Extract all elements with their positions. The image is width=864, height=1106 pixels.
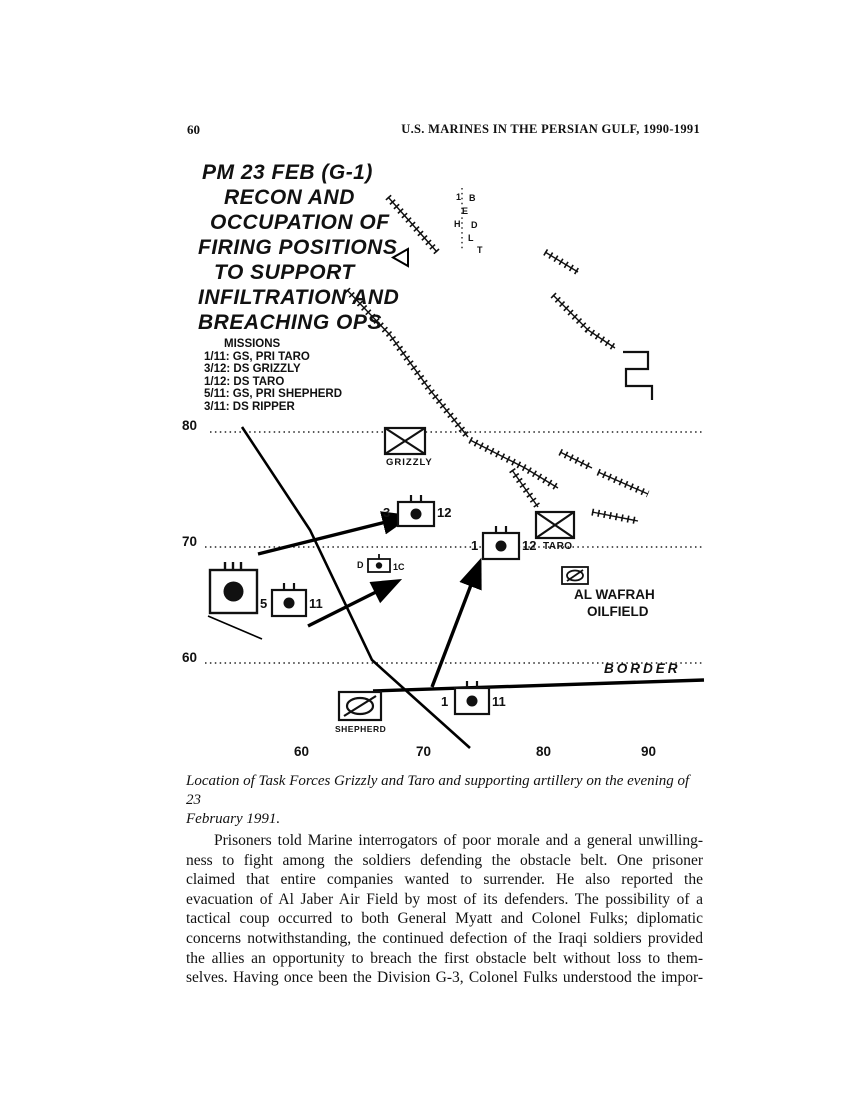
- body-line: concerns notwithstanding, the continued defection of the Iraqi soldiers provided: [186, 929, 703, 947]
- oilfield-label-line2: OILFIELD: [587, 604, 649, 619]
- unit-symbol-shepherd: [339, 692, 381, 720]
- caption-line: February 1991.: [186, 811, 281, 827]
- oilfield-symbol: [562, 567, 588, 584]
- y-axis-label-60: 60: [182, 650, 198, 665]
- mission-item: 5/11: GS, PRI SHEPHERD: [204, 388, 343, 401]
- x-axis-label-80: 80: [536, 744, 552, 759]
- unit-symbol-grizzly: [385, 428, 425, 454]
- body-line: ness to fight among the soldiers defending the obstacle belt. One prisoner: [186, 851, 703, 869]
- border-line: [373, 680, 704, 691]
- arty-5-11-right: 11: [309, 596, 323, 611]
- map-title-line: FIRING POSITIONS: [198, 236, 398, 259]
- missions-heading: MISSIONS: [224, 338, 281, 350]
- x-axis-label-70: 70: [416, 744, 432, 759]
- y-axis-label-70: 70: [182, 534, 198, 549]
- unit-symbol-battery: [368, 554, 390, 572]
- map-title-line: OCCUPATION OF: [210, 211, 390, 234]
- unit-symbol-artillery-hq: [210, 562, 257, 613]
- mission-item: 3/11: DS RIPPER: [204, 400, 295, 413]
- map-figure: [180, 150, 710, 770]
- unit-symbol-taro: [536, 512, 574, 538]
- belt-letter: E: [462, 206, 469, 216]
- body-line: claimed that entire companies wanted to surrender. He also reported the: [186, 871, 703, 889]
- missions-list: [204, 338, 342, 414]
- belt-letter: 1: [456, 192, 462, 202]
- mission-item: 1/11: GS, PRI TARO: [204, 350, 310, 363]
- arty-1-12-left: 1: [471, 538, 479, 553]
- map-title-line: INFILTRATION AND: [198, 286, 400, 309]
- unit-symbol-artillery-3-12: [398, 495, 434, 526]
- belt-letter: L: [468, 233, 474, 243]
- taro-label: TARO: [543, 541, 573, 552]
- oilfield-label-line1: AL WAFRAH: [574, 587, 655, 602]
- mission-item: 3/12: DS GRIZZLY: [204, 363, 301, 376]
- belt-zigzag: [623, 352, 652, 400]
- map-title: [198, 160, 399, 335]
- battery-left: D: [357, 560, 364, 570]
- unit-symbol-artillery-5-11: [272, 583, 306, 616]
- caption-line: Location of Task Forces Grizzly and Taro and supporting artillery on the evening of 23: [186, 773, 690, 808]
- body-line: Prisoners told Marine interrogators of poor morale and a general unwilling-: [214, 832, 703, 849]
- battery-right: 1C: [393, 562, 405, 572]
- arty-3-12-right: 12: [437, 505, 452, 520]
- body-line: the allies an opportunity to breach the first obstacle belt without loss to them-: [186, 949, 703, 967]
- running-header: U.S. MARINES IN THE PERSIAN GULF, 1990-1991: [401, 122, 700, 136]
- border-label: BORDER: [604, 661, 681, 676]
- belt-letter: D: [471, 220, 478, 230]
- body-line: selves. Having once been the Division G-3, Colonel Fulks understood the impor-: [186, 969, 703, 987]
- unit-symbol-artillery-1-12: [483, 526, 519, 559]
- map-title-line: BREACHING OPS: [198, 311, 382, 334]
- figure-caption: [186, 772, 706, 829]
- arty-5-11-left: 5: [260, 596, 268, 611]
- belt-letter: T: [477, 245, 483, 255]
- arty-1-12-right: 12: [522, 538, 537, 553]
- arty-1-11-left: 1: [441, 694, 449, 709]
- belt-letter: H: [454, 219, 461, 229]
- y-axis-label-80: 80: [182, 418, 198, 433]
- arty-1-11-right: 11: [492, 694, 506, 709]
- x-axis-label-90: 90: [641, 744, 657, 759]
- belt-letter: B: [469, 193, 476, 203]
- map-title-line: RECON AND: [224, 186, 355, 209]
- mission-item: 1/12: DS TARO: [204, 375, 285, 388]
- grizzly-label: GRIZZLY: [386, 457, 433, 468]
- body-line: evacuation of Al Jaber Air Field by most of its defenders. The possibility of a: [186, 890, 703, 908]
- shepherd-label: SHEPHERD: [335, 724, 387, 734]
- arty-3-12-left: 3: [383, 505, 391, 520]
- map-title-line: PM 23 FEB (G-1): [202, 161, 373, 184]
- body-line: tactical coup occurred to both General Myatt and Colonel Fulks; diplomatic: [186, 910, 703, 928]
- x-axis-label-60: 60: [294, 744, 310, 759]
- body-paragraph: [186, 831, 703, 988]
- map-title-line: TO SUPPORT: [214, 261, 355, 284]
- page-number: 60: [187, 122, 200, 137]
